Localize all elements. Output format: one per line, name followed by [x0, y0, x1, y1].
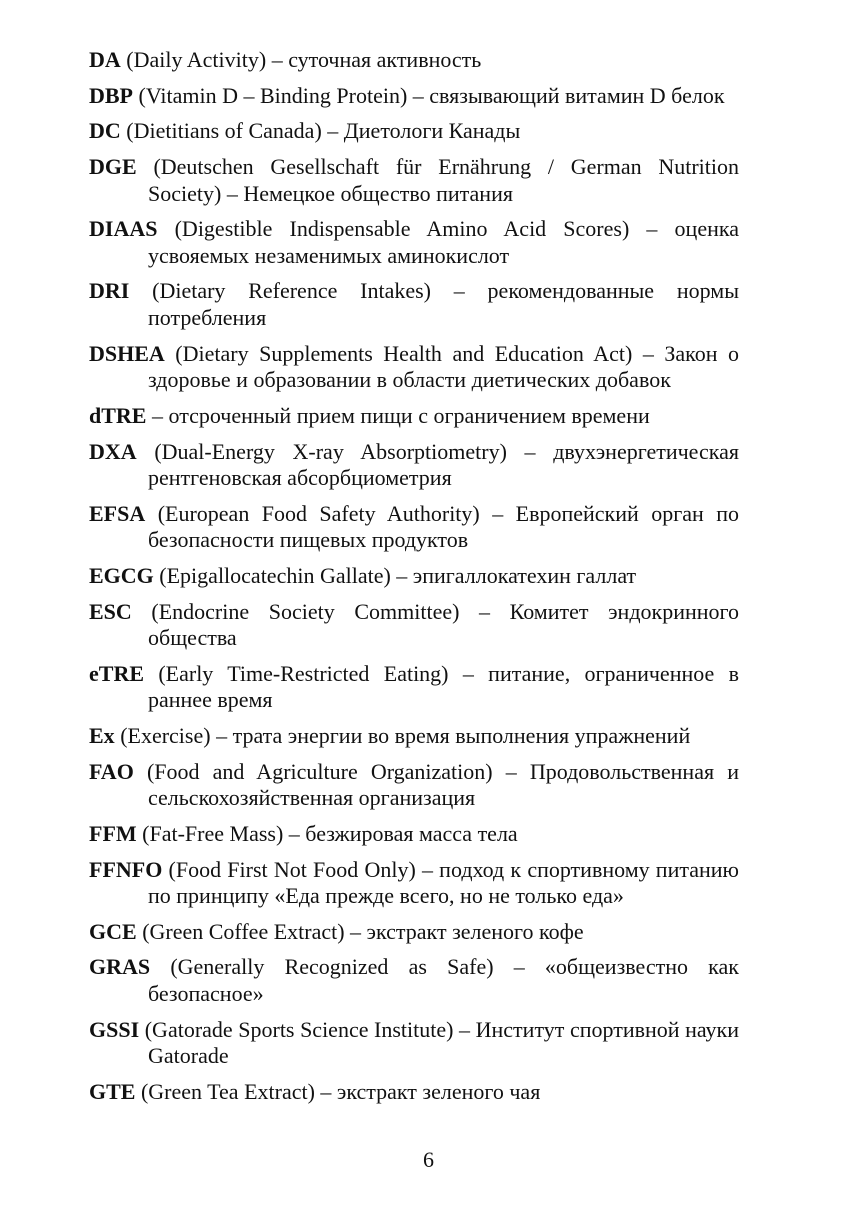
abbreviation-entry [89, 501, 739, 554]
abbreviation-definition: (Dual-Energy X-ray Absorptiometry) – двухэнергетическая рентгеновская абсорбциометрия [136, 438, 739, 490]
abbreviation-entry [89, 216, 739, 269]
abbreviation-term: FFNFO [89, 856, 163, 882]
page-number: 6 [423, 1147, 434, 1172]
abbreviation-term: GTE [89, 1078, 136, 1104]
abbreviation-entry [89, 118, 739, 145]
abbreviation-term: FAO [89, 758, 134, 784]
abbreviation-entry [89, 278, 739, 331]
abbreviation-term: DSHEA [89, 340, 165, 366]
abbreviation-definition: (Epigallocatechin Gallate) – эпигаллокатехин галлат [153, 562, 637, 588]
abbreviation-list [89, 47, 739, 1114]
abbreviation-entry [89, 857, 739, 910]
abbreviation-term: eTRE [89, 660, 144, 686]
abbreviation-entry [89, 563, 739, 590]
abbreviation-definition: (Generally Recognized as Safe) – «общеизвестно как безопасное» [148, 954, 739, 1006]
abbreviation-entry [89, 919, 739, 946]
abbreviation-term: GSSI [89, 1016, 140, 1042]
abbreviation-term: FFM [89, 820, 137, 846]
abbreviation-definition: (Fat-Free Mass) – безжировая масса тела [136, 820, 518, 846]
abbreviation-definition: (Gatorade Sports Science Institute) – Институт спортивной науки Gatorade [139, 1016, 739, 1069]
abbreviation-entry [89, 439, 739, 492]
abbreviation-entry [89, 821, 739, 848]
abbreviation-term: DIAAS [89, 216, 158, 242]
abbreviation-term: ESC [89, 598, 132, 624]
abbreviation-entry [89, 661, 739, 714]
abbreviation-term: DGE [89, 154, 137, 180]
abbreviation-term: DC [89, 118, 121, 144]
abbreviation-entry [89, 154, 739, 207]
abbreviation-term: dTRE [89, 402, 147, 428]
abbreviation-entry [89, 403, 739, 430]
abbreviation-definition: (Food First Not Food Only) – подход к спортивному питанию по принципу «Еда прежде всего, но не только еда» [148, 856, 739, 908]
abbreviation-definition: (Green Tea Extract) – экстракт зеленого чая [135, 1078, 541, 1104]
abbreviation-term: DBP [89, 82, 133, 108]
abbreviation-entry [89, 759, 739, 812]
abbreviation-definition: – отсроченный прием пищи с ограничением времени [146, 402, 650, 428]
abbreviation-term: EGCG [89, 562, 154, 588]
abbreviation-entry [89, 83, 739, 110]
abbreviation-term: GCE [89, 918, 137, 944]
abbreviation-entry [89, 954, 739, 1007]
abbreviation-definition: (Exercise) – трата энергии во время выполнения упражнений [114, 722, 691, 748]
abbreviation-term: Ex [89, 722, 115, 748]
abbreviation-definition: (Digestible Indispensable Amino Acid Scores) – оценка усвояемых незаменимых аминокислот [148, 216, 739, 268]
abbreviation-term: DXA [89, 438, 137, 464]
abbreviation-entry [89, 723, 739, 750]
abbreviation-definition: (Deutschen Gesellschaft für Ernährung / German Nutrition Society) – Немецкое общество питания [136, 154, 739, 206]
abbreviation-definition: (Dietary Reference Intakes) – рекомендованные нормы потребления [129, 278, 739, 330]
abbreviation-entry [89, 1079, 739, 1106]
abbreviation-entry [89, 599, 739, 652]
abbreviation-term: DRI [89, 278, 130, 304]
abbreviation-term: DA [89, 47, 121, 72]
abbreviation-term: EFSA [89, 500, 146, 526]
abbreviation-term: GRAS [89, 954, 151, 980]
abbreviation-entry [89, 1017, 739, 1070]
abbreviation-definition: (Endocrine Society Committee) – Комитет эндокринного общества [131, 598, 739, 651]
abbreviation-definition: (European Food Safety Authority) – Европейский орган по безопасности пищевых продуктов [145, 500, 739, 553]
abbreviation-definition: (Vitamin D – Binding Protein) – связывающий витамин D белок [133, 82, 725, 108]
abbreviation-definition: (Food and Agriculture Organization) – Продовольственная и сельскохозяйственная организация [133, 758, 739, 811]
abbreviation-definition: (Dietitians of Canada) – Диетологи Канады [120, 118, 521, 144]
abbreviation-entry [89, 341, 739, 394]
abbreviation-entry [89, 47, 739, 74]
abbreviation-definition: (Early Time-Restricted Eating) – питание, ограниченное в раннее время [144, 660, 739, 713]
abbreviation-definition: (Daily Activity) – суточная активность [120, 47, 482, 72]
abbreviation-definition: (Green Coffee Extract) – экстракт зеленого кофе [136, 918, 584, 944]
abbreviation-definition: (Dietary Supplements Health and Education Act) – Закон о здоровье и образовании в области диетических добавок [148, 340, 739, 393]
